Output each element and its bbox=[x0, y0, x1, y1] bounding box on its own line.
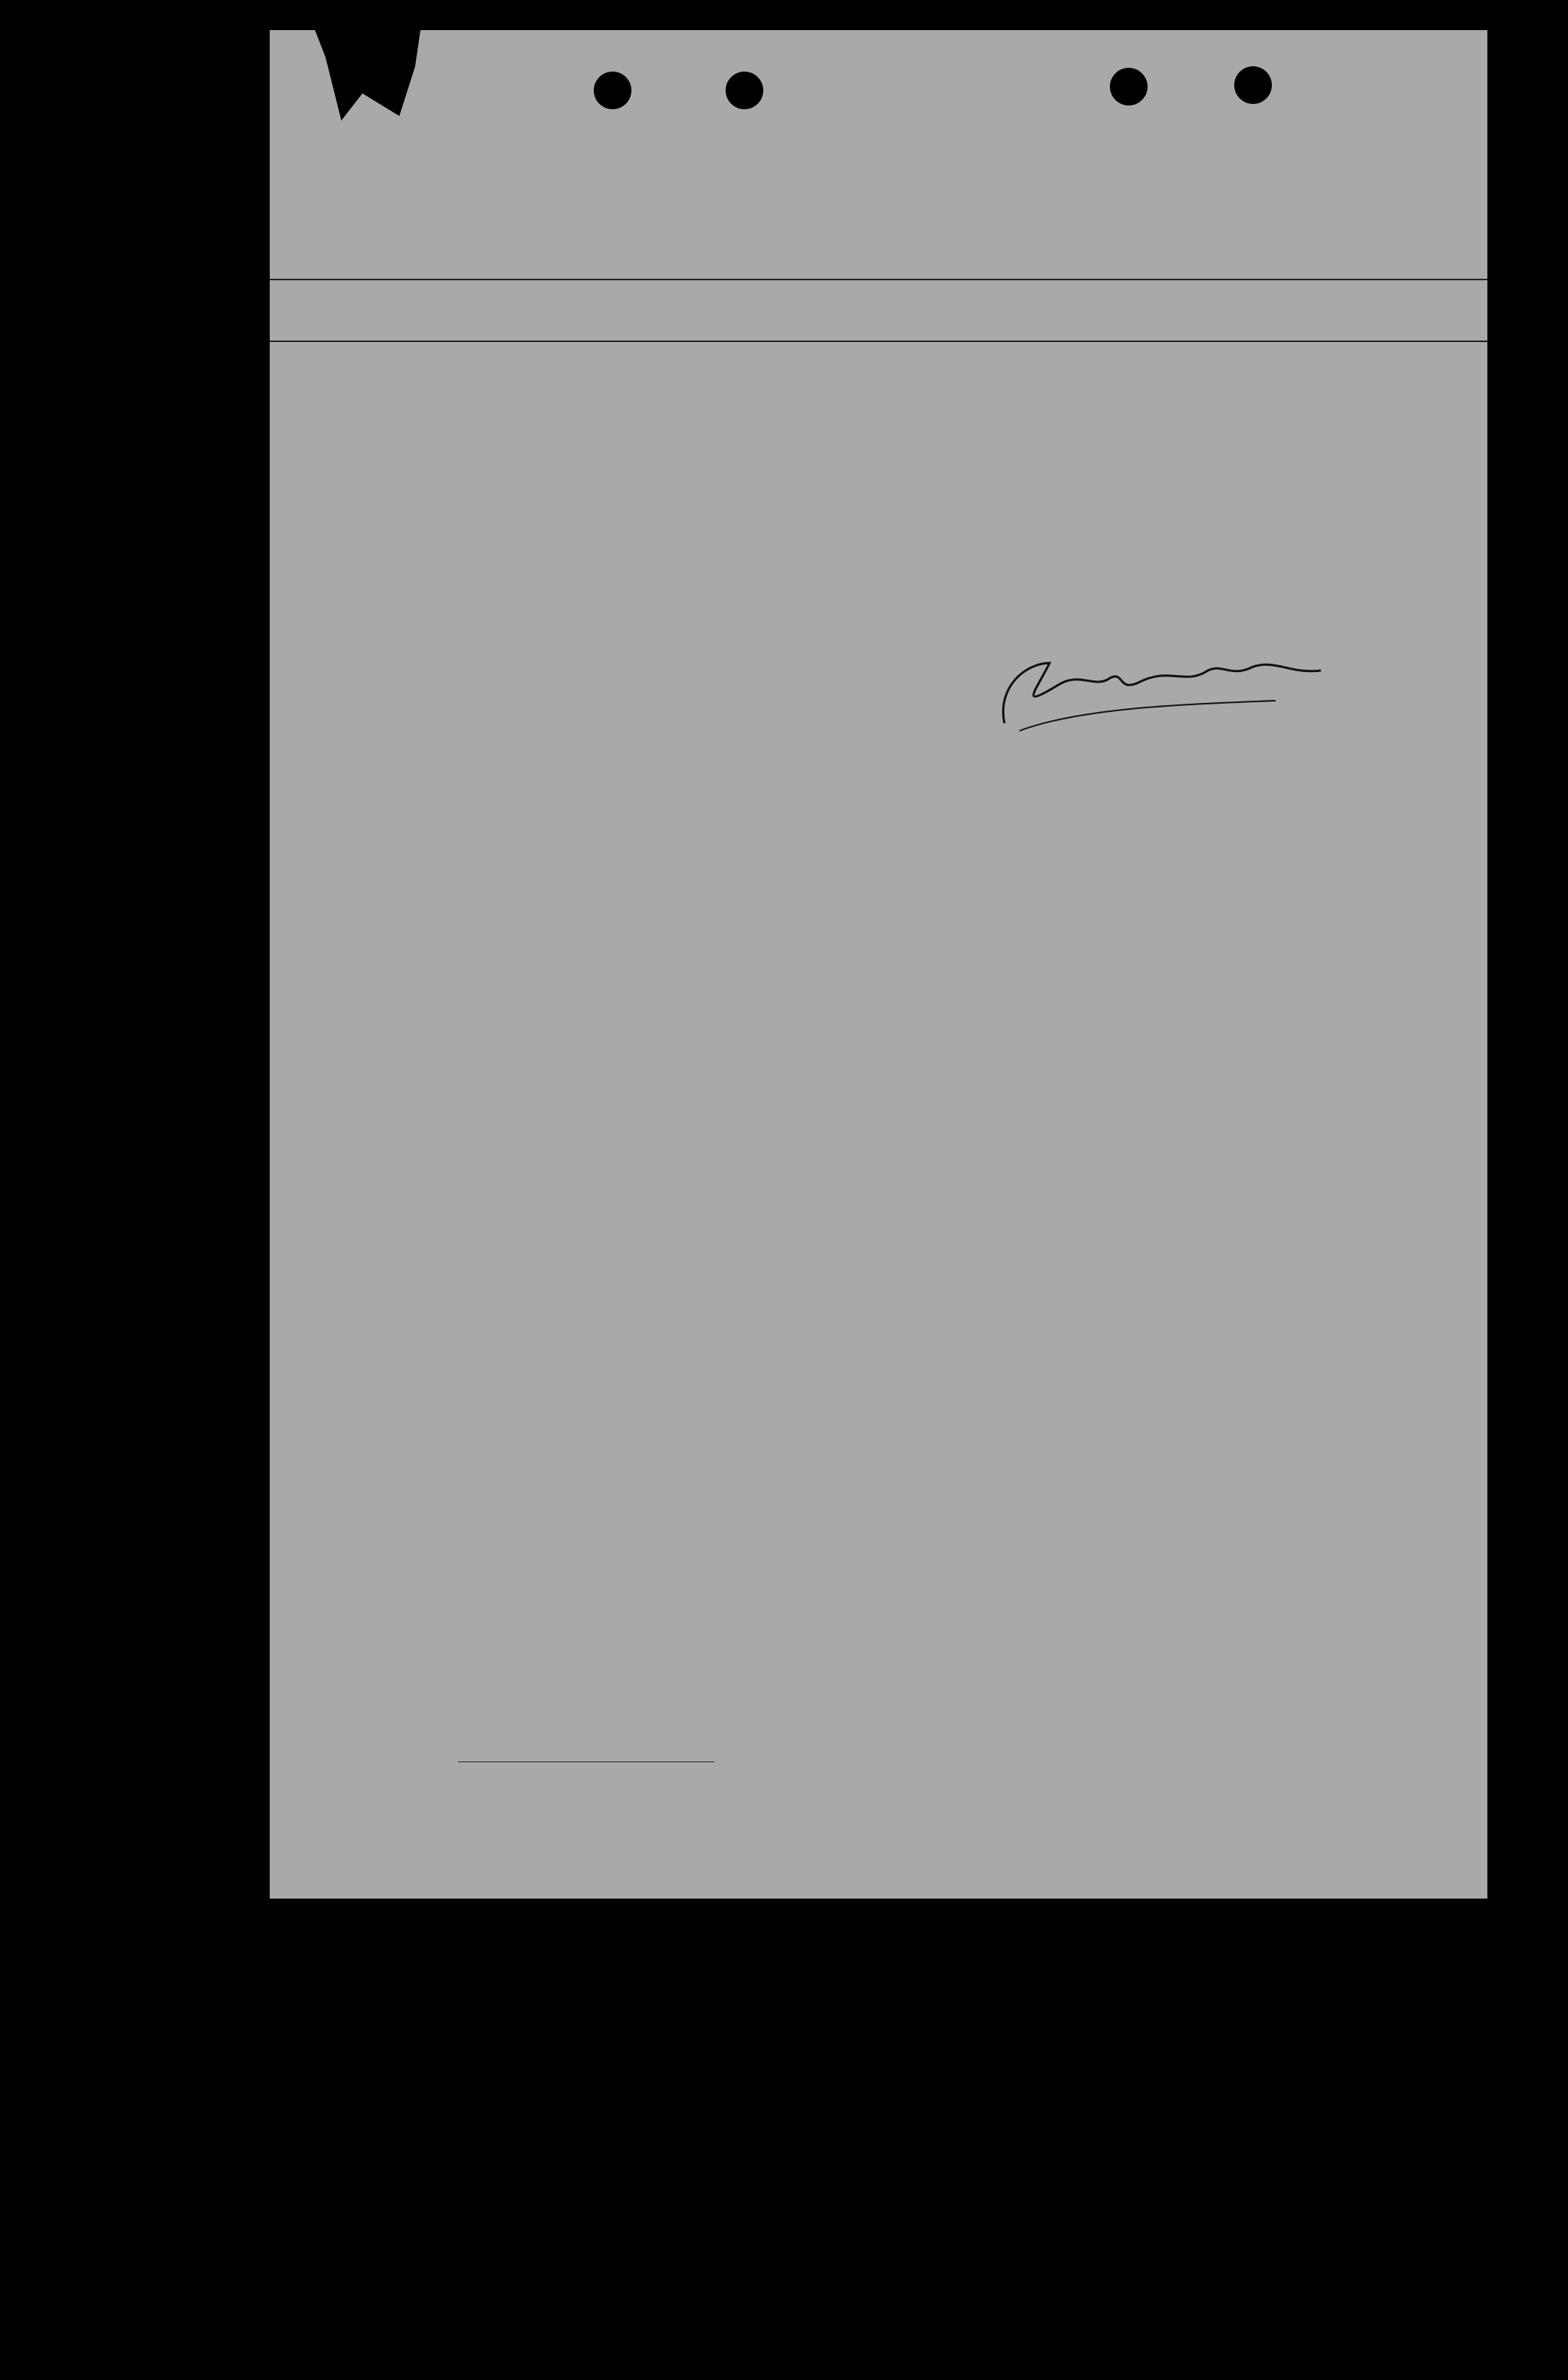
punch-hole bbox=[726, 72, 763, 109]
punch-hole bbox=[594, 72, 631, 109]
punch-hole bbox=[1110, 68, 1148, 105]
punch-hole bbox=[1234, 66, 1272, 104]
manifest-sheet bbox=[270, 30, 1487, 1899]
inspector-signature bbox=[989, 618, 1351, 734]
torn-corner bbox=[315, 30, 420, 121]
